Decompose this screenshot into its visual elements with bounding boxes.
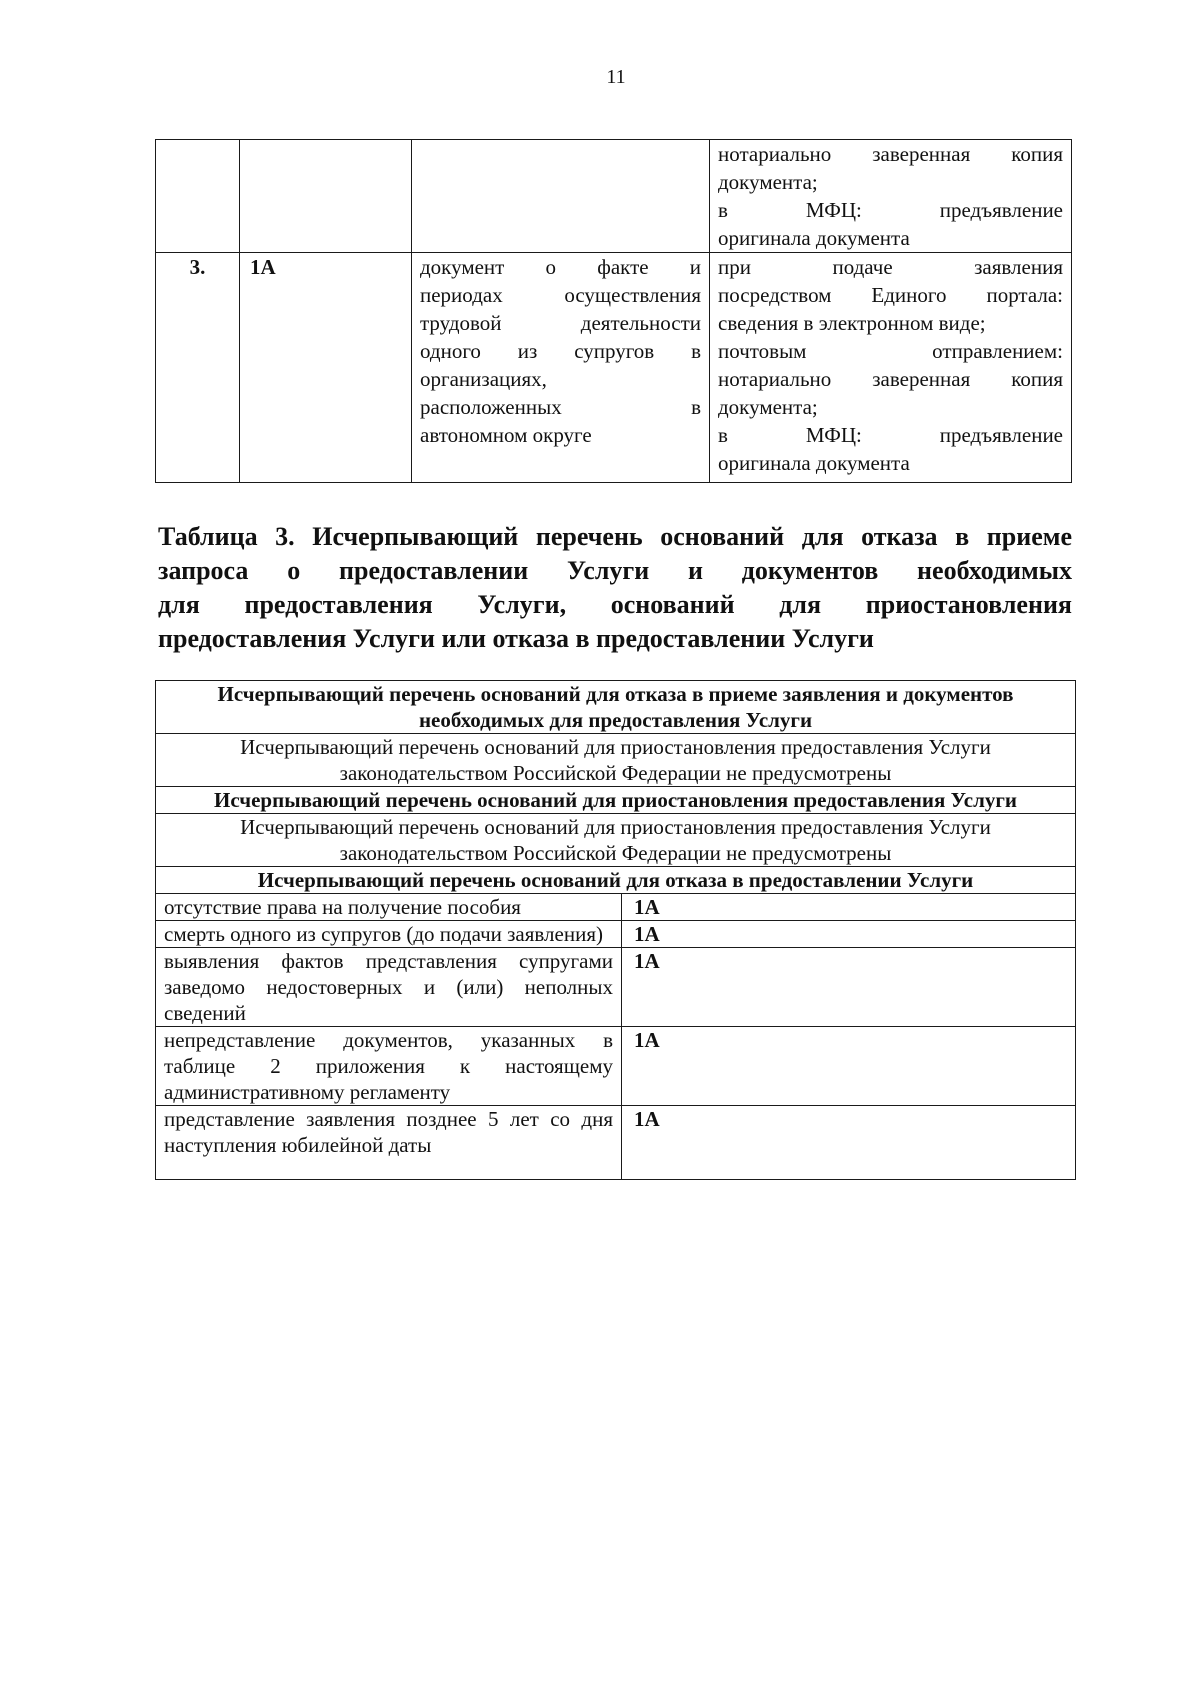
section-1-text: Исчерпывающий перечень оснований для приостановления предоставления Услуги законодательством Российской Федерации не предусмотрены bbox=[156, 734, 1076, 787]
table-row-continuation bbox=[156, 140, 1072, 253]
reason-text: смерть одного из супругов (до подачи заявления) bbox=[156, 921, 622, 948]
documents-table-continuation bbox=[155, 139, 1072, 483]
method-line: нотариально заверенная копия bbox=[718, 367, 1063, 391]
reason-text: выявления фактов представления супругами заведомо недостоверных и (или) неполных сведений bbox=[156, 948, 622, 1027]
table-row bbox=[156, 1106, 1076, 1180]
document-line: автономном округе bbox=[420, 423, 592, 447]
table-row bbox=[156, 1027, 1076, 1106]
reason-code: 1А bbox=[622, 894, 1076, 921]
reason-text: непредставление документов, указанных в таблице 2 приложения к настоящему административному регламенту bbox=[156, 1027, 622, 1106]
document-line: расположенных в bbox=[420, 395, 701, 419]
table-row bbox=[156, 921, 1076, 948]
reason-text: представление заявления позднее 5 лет со дня наступления юбилейной даты bbox=[156, 1106, 622, 1180]
document-line: одного из супругов в bbox=[420, 339, 701, 363]
method-line: в МФЦ: предъявление bbox=[718, 198, 1063, 222]
section-2-header: Исчерпывающий перечень оснований для приостановления предоставления Услуги bbox=[156, 787, 1076, 814]
section-text-row bbox=[156, 814, 1076, 867]
row-number: 3. bbox=[156, 253, 240, 483]
method-line: при подаче заявления bbox=[718, 255, 1063, 279]
reason-text: отсутствие права на получение пособия bbox=[156, 894, 622, 921]
document-cell bbox=[412, 140, 710, 253]
submission-method-cell bbox=[710, 140, 1072, 253]
method-line: посредством Единого портала: bbox=[718, 283, 1063, 307]
table-row bbox=[156, 948, 1076, 1027]
refusal-grounds-table bbox=[155, 680, 1076, 1180]
method-line: оригинала документа bbox=[718, 226, 910, 250]
table-row-3 bbox=[156, 253, 1072, 483]
section-2-text: Исчерпывающий перечень оснований для приостановления предоставления Услуги законодательством Российской Федерации не предусмотрены bbox=[156, 814, 1076, 867]
method-line: сведения в электронном виде; bbox=[718, 311, 986, 335]
method-line: оригинала документа bbox=[718, 451, 910, 475]
reason-code: 1А bbox=[622, 948, 1076, 1027]
document-line: организациях, bbox=[420, 367, 547, 391]
section-text-row bbox=[156, 734, 1076, 787]
section-1-header: Исчерпывающий перечень оснований для отказа в приеме заявления и документов необходимых для предоставления Услуги bbox=[156, 681, 1076, 734]
heading-line: запроса о предоставлении Услуги и документов необходимых bbox=[158, 556, 1072, 585]
section-header-row bbox=[156, 867, 1076, 894]
code-cell bbox=[240, 140, 412, 253]
document-line: документ о факте и bbox=[420, 255, 701, 279]
submission-method-cell bbox=[710, 253, 1072, 483]
section-3-header: Исчерпывающий перечень оснований для отказа в предоставлении Услуги bbox=[156, 867, 1076, 894]
reason-code: 1А bbox=[622, 1027, 1076, 1106]
page-number: 11 bbox=[606, 66, 626, 88]
reason-code: 1А bbox=[622, 921, 1076, 948]
method-line: документа; bbox=[718, 395, 818, 419]
method-line: нотариально заверенная копия bbox=[718, 142, 1063, 166]
document-line: периодах осуществления bbox=[420, 283, 701, 307]
number-cell bbox=[156, 140, 240, 253]
section-header-row bbox=[156, 681, 1076, 734]
method-line: в МФЦ: предъявление bbox=[718, 423, 1063, 447]
heading-line: для предоставления Услуги, оснований для приостановления bbox=[158, 590, 1072, 619]
method-line: почтовым отправлением: bbox=[718, 339, 1063, 363]
reason-code: 1А bbox=[622, 1106, 1076, 1180]
heading-line: Таблица 3. Исчерпывающий перечень оснований для отказа в приеме bbox=[158, 522, 1072, 551]
document-cell bbox=[412, 253, 710, 483]
row-code: 1А bbox=[240, 253, 412, 483]
method-line: документа; bbox=[718, 170, 818, 194]
table-3-heading bbox=[158, 520, 1072, 656]
section-header-row bbox=[156, 787, 1076, 814]
document-line: трудовой деятельности bbox=[420, 311, 701, 335]
heading-line: предоставления Услуги или отказа в предоставлении Услуги bbox=[158, 624, 874, 653]
table-row bbox=[156, 894, 1076, 921]
